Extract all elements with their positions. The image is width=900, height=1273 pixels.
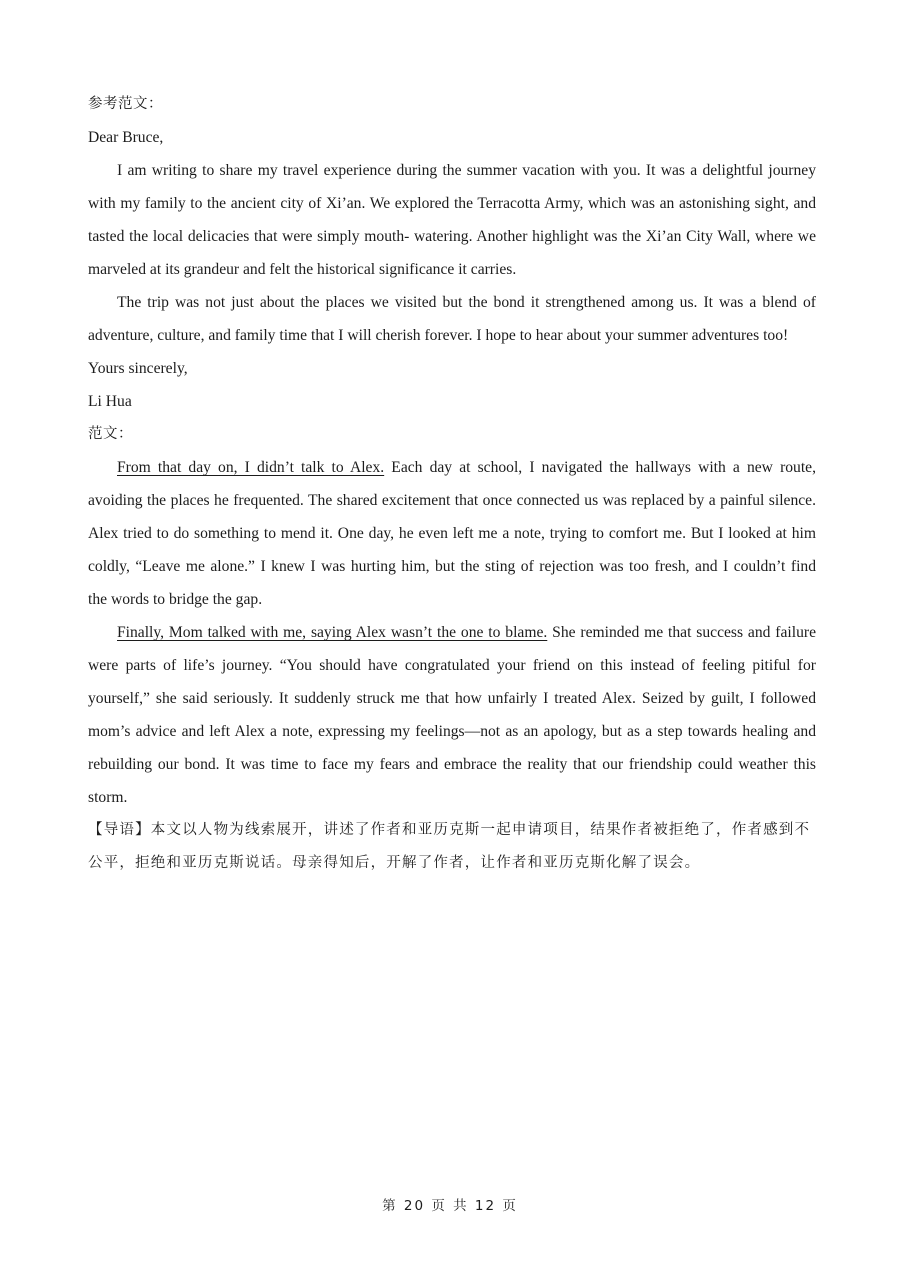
text-line: I am writing to share my travel experience during the summer vacation with you. It was a delightful journey (117, 162, 816, 179)
page-number-footer: 第 20 页 共 12 页 (382, 1198, 518, 1214)
underlined-opening-sentence: From that day on, I didn’t talk to Alex. (117, 459, 385, 476)
document-body (88, 88, 816, 880)
reference-heading: 参考范文： (88, 96, 163, 112)
text-line: avoiding the places he frequented. The shared excitement that once connected us was replaced by a painful silence. (88, 492, 816, 509)
text-line: rebuilding our bond. It was time to face my fears and embrace the reality that our friendship could weather this (88, 756, 816, 773)
text-line: 公平，拒绝和亚历克斯说话。母亲得知后，开解了作者，让作者和亚历克斯化解了误会。 (88, 855, 701, 871)
letter-signature: Li Hua (88, 393, 132, 410)
text-line: The trip was not just about the places we visited but the bond it strengthened among us. It was a blend of (117, 294, 816, 311)
guide-note (88, 814, 816, 880)
text-line: tasted the local delicacies that were simply mouth- watering. Another highlight was the Xi’an City Wall, where we (88, 228, 816, 245)
text-line: with my family to the ancient city of Xi’an. We explored the Terracotta Army, which was an astonishing sight, and (88, 195, 816, 212)
letter-salutation: Dear Bruce, (88, 129, 164, 146)
letter-paragraph-1 (88, 154, 816, 286)
text-line (88, 616, 816, 649)
text-line: marveled at its grandeur and felt the historical significance it carries. (88, 261, 517, 278)
text-line: mom’s advice and left Alex a note, expressing my feelings—not as an apology, but as a step towards healing and (88, 723, 816, 740)
essay-heading: 范文： (88, 426, 133, 442)
text-line: the words to bridge the gap. (88, 591, 263, 608)
text-line: storm. (88, 789, 128, 806)
text-line: 【导语】本文以人物为线索展开，讲述了作者和亚历克斯一起申请项目，结果作者被拒绝了，作者感到不 (88, 822, 811, 838)
underlined-opening-sentence: Finally, Mom talked with me, saying Alex wasn’t the one to blame. (117, 624, 548, 641)
text-line: yourself,” she said seriously. It suddenly struck me that how unfairly I treated Alex. Seized by guilt, I followed (88, 690, 816, 707)
essay-paragraph-2 (88, 616, 816, 814)
essay-paragraph-1 (88, 451, 816, 616)
text-line: adventure, culture, and family time that I will cherish forever. I hope to hear about your summer adventures too! (88, 327, 789, 344)
text-line: Alex tried to do something to mend it. One day, he even left me a note, trying to comfort me. But I looked at him (88, 525, 816, 542)
letter-paragraph-2 (88, 286, 816, 352)
text-span: Each day at school, I navigated the hallways with a new route, (384, 459, 817, 476)
text-line: coldly, “Leave me alone.” I knew I was hurting him, but the sting of rejection was too fresh, and I couldn’t find (88, 558, 816, 575)
text-line (88, 451, 816, 484)
text-span: She reminded me that success and failure (547, 624, 816, 641)
text-line: were parts of life’s journey. “You should have congratulated your friend on this instead of feeling pitiful for (88, 657, 816, 674)
letter-closing: Yours sincerely, (88, 360, 188, 377)
